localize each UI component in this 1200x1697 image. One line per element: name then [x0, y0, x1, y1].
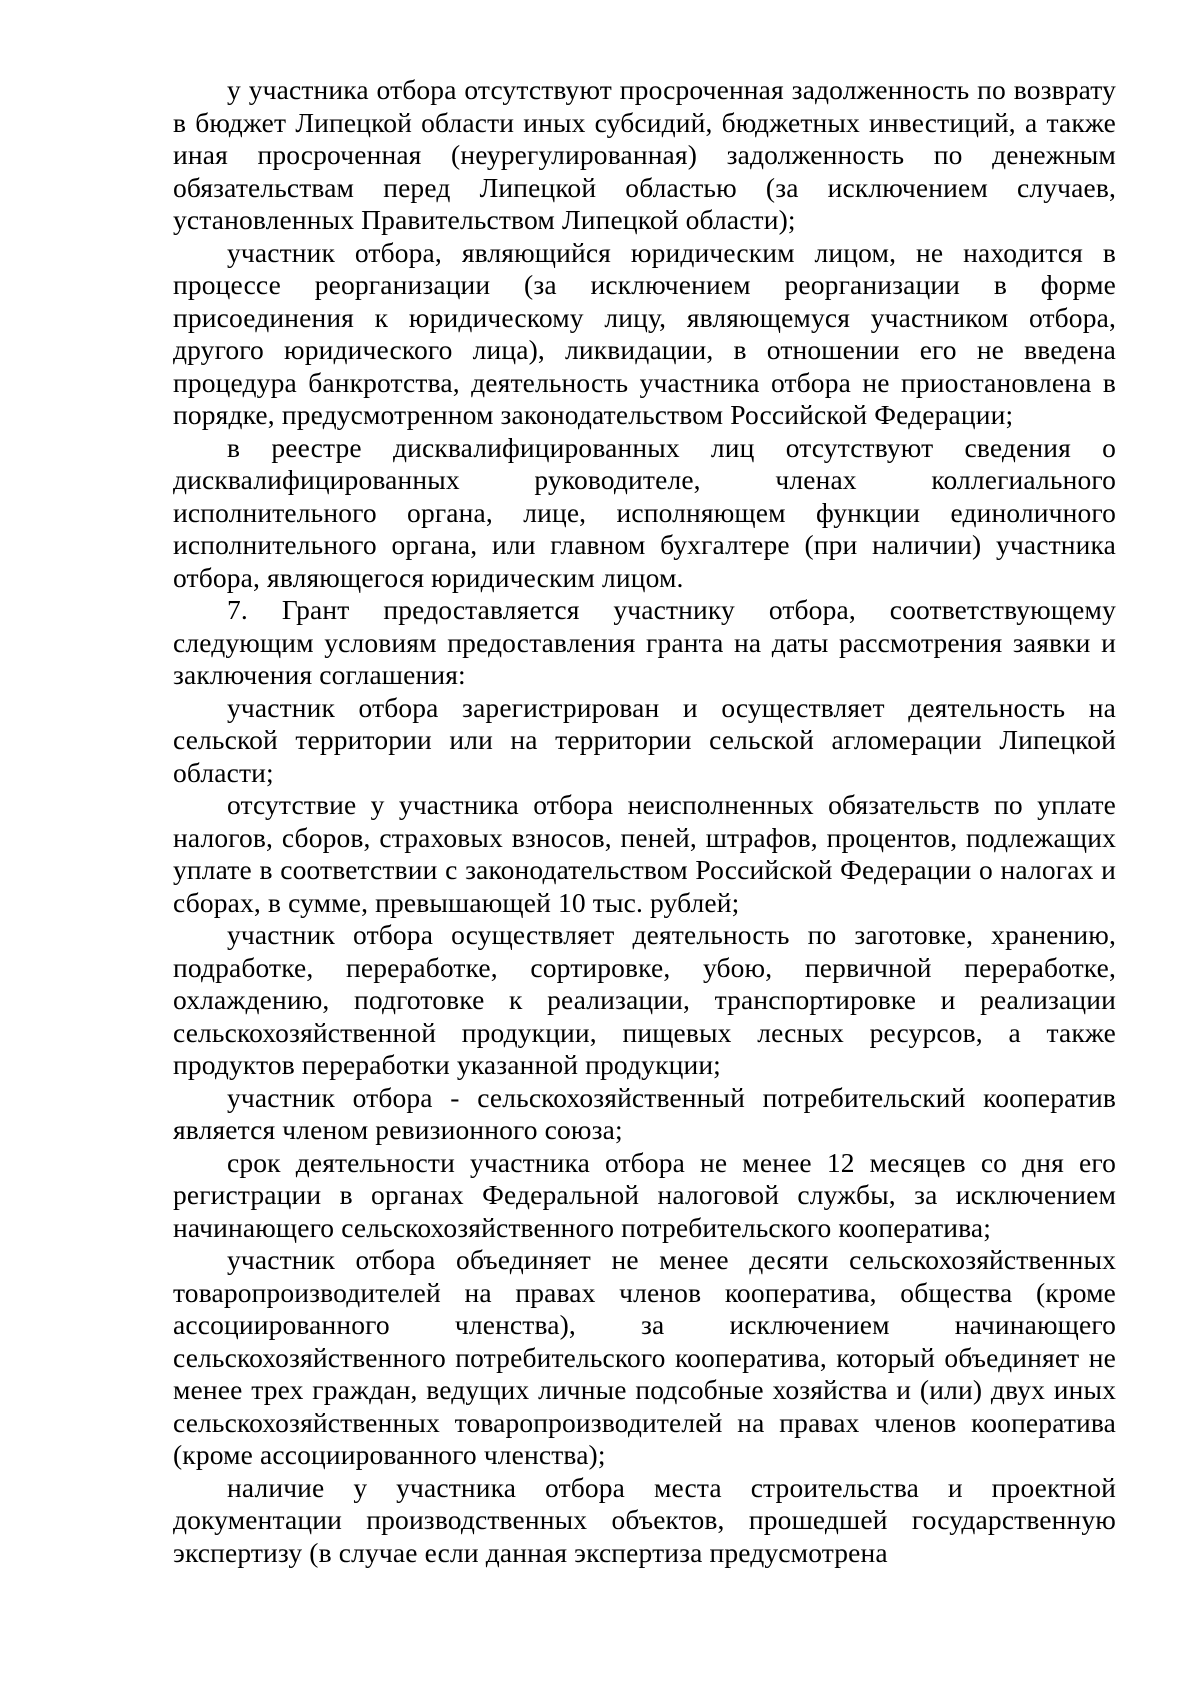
paragraph-activity-types: участник отбора осуществляет деятельность по заготовке, хранению, подработке, переработке, сортировке, убою, первичной переработке, охлаждению, подготовке к реализации, транспортировке и реализации сельскохозяйственной продукции, пищевых лесных ресурсов, а также продуктов переработки указанной продукции; [173, 919, 1116, 1080]
paragraph-audit-union: участник отбора - сельскохозяйственный потребительский кооператив является членом ревизионного союза; [173, 1081, 1116, 1145]
paragraph-tax-obligations: отсутствие у участника отбора неисполненных обязательств по уплате налогов, сборов, страховых взносов, пеней, штрафов, процентов, подлежащих уплате в соответствии с законодательством Российской Федерации о налогах и сборах, в сумме, превышающей 10 тыс. рублей; [173, 789, 1116, 918]
paragraph-disqualified-registry: в реестре дисквалифицированных лиц отсутствуют сведения о дисквалифицированных руководителе, членах коллегиального исполнительного органа, лице, исполняющем функции единоличного исполнительного органа, или главном бухгалтере (при наличии) участника отбора, являющегося юридическим лицом. [173, 431, 1116, 593]
paragraph-no-reorganization: участник отбора, являющийся юридическим лицом, не находится в процессе реорганизации (за исключением реорганизации в форме присоединения к юридическому лицу, являющемуся участником отбора, другого юридического лица), ликвидации, в отношении его не введена процедура банкротства, деятельность участника отбора не приостановлена в порядке, предусмотренном законодательством Российской Федерации; [173, 236, 1116, 430]
paragraph-grant-conditions: 7. Грант предоставляется участнику отбора, соответствующему следующим условиям предоставления гранта на даты рассмотрения заявки и заключения соглашения: [173, 594, 1116, 690]
paragraph-no-debt: у участника отбора отсутствуют просроченная задолженность по возврату в бюджет Липецкой области иных субсидий, бюджетных инвестиций, а также иная просроченная (неурегулированная) задолженность по денежным обязательствам перед Липецкой областью (за исключением случаев, установленных Правительством Липецкой области); [173, 74, 1116, 235]
paragraph-rural-territory: участник отбора зарегистрирован и осуществляет деятельность на сельской территории или на территории сельской агломерации Липецкой области; [173, 691, 1116, 788]
paragraph-members-count: участник отбора объединяет не менее десяти сельскохозяйственных товаропроизводителей на правах членов кооператива, общества (кроме ассоциированного членства), за исключением начинающего сельскохозяйственного потребительского кооператива, который объединяет не менее трех граждан, ведущих личные подсобные хозяйства и (или) двух иных сельскохозяйственных товаропроизводителей на правах членов кооператива (кроме ассоциированного членства); [173, 1244, 1116, 1470]
paragraph-construction-site: наличие у участника отбора места строительства и проектной документации производственных объектов, прошедшей государственную экспертизу (в случае если данная экспертиза предусмотрена [173, 1471, 1116, 1568]
paragraph-activity-period: срок деятельности участника отбора не менее 12 месяцев со дня его регистрации в органах Федеральной налоговой службы, за исключением начинающего сельскохозяйственного потребительского кооператива; [173, 1146, 1116, 1243]
